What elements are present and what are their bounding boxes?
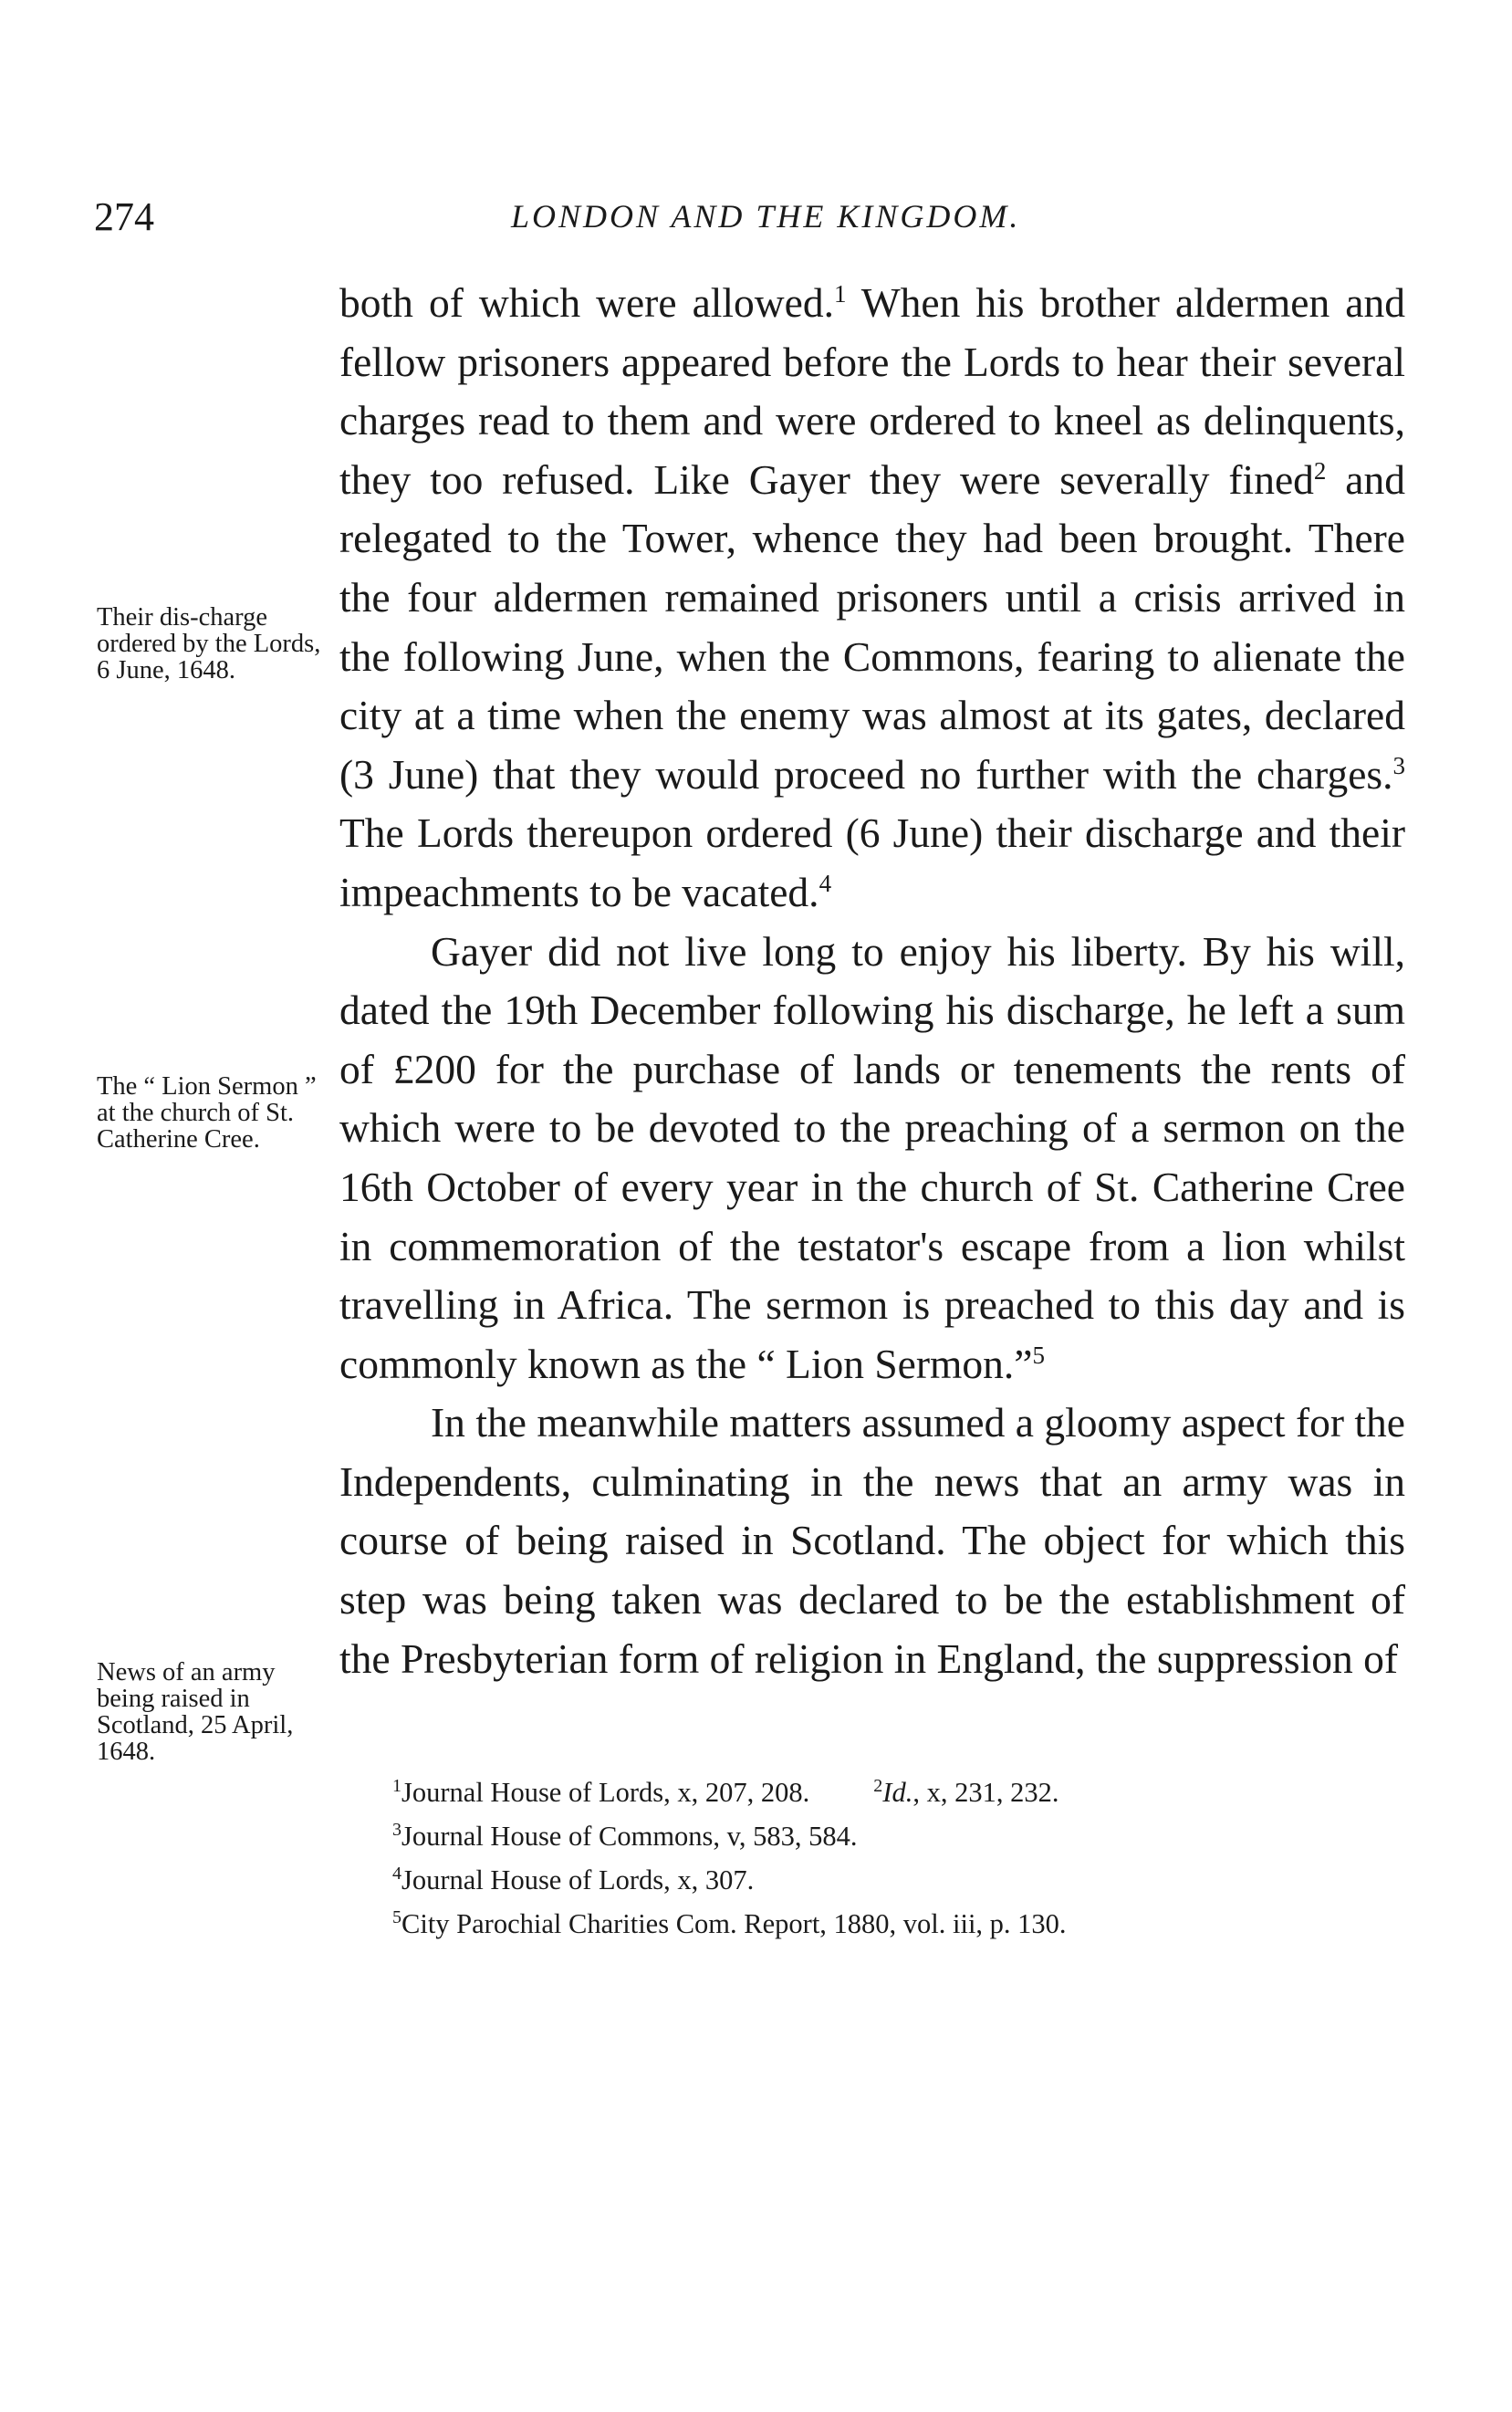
footnote-4-text: Journal House of Lords, x, 307. [401,1864,755,1895]
footnotes [392,1770,1414,1946]
text-segment: and relegated to the Tower, whence they had been brought. There the four aldermen remained prisoners until a crisis arrived in the following June, when the Commons, fearing to alienate the city at a time when the enemy was almost at its gates, declared (3 June) that they would proceed no further with the charges. [339,455,1405,798]
paragraph-allowed [339,274,1405,923]
footnote-mark: 2 [873,1775,883,1796]
body-text [339,274,1405,1688]
footnote-line-4 [392,1858,1414,1902]
footnote-line-1-2 [392,1770,1414,1814]
paragraph-scotland [339,1394,1405,1688]
footnote-mark: 5 [392,1906,401,1927]
text-segment: both of which were allowed. [339,279,834,326]
margin-note-discharge: Their dis-charge ordered by the Lords, 6 June, 1648. [97,603,321,684]
footnote-mark: 1 [392,1775,401,1796]
text-segment: In the meanwhile matters assumed a gloomy aspect for the Independents, culminating in the news that an army was in course of being raised in Scotland. The object for which this step was being taken was declared to be the establishment of the Presbyterian form of religion in England, the suppression of [339,1399,1405,1682]
page-header [0,193,1512,248]
footnote-ref-5: 5 [1032,1341,1045,1369]
page-number: 274 [94,194,154,239]
footnote-ref-2: 2 [1313,456,1327,485]
footnote-3-text: Journal House of Commons, v, 583, 584. [401,1821,858,1852]
footnote-5-text: City Parochial Charities Com. Report, 1880, vol. iii, p. 130. [401,1908,1067,1939]
paragraph-gayer-will [339,923,1405,1394]
footnote-mark: 3 [392,1819,401,1840]
footnote-line-5 [392,1902,1414,1946]
running-title: LONDON AND THE KINGDOM. [511,198,1021,235]
text-segment: The Lords thereupon ordered (6 June) their discharge and their impeachments to be vacated. [339,809,1405,915]
footnote-mark: 4 [392,1863,401,1884]
margin-note-lion-sermon: The “ Lion Sermon ” at the church of St. Catherine Cree. [97,1072,317,1154]
text-segment: When his brother aldermen and fellow prisoners appeared before the Lords to hear their several charges read to them and were ordered to kneel as delinquents, they too refused. Like Gayer they were severally fined [339,279,1405,503]
footnote-ref-4: 4 [819,869,832,897]
text-segment: Gayer did not live long to enjoy his liberty. By his will, dated the 19th December following his discharge, he left a sum of £200 for the purchase of lands or tenements the rents of which were to be devoted to the preaching of a sermon on the 16th October of every year in the church of St. Catherine Cree in commemoration of the testator's escape from a lion whilst travelling in Africa. The sermon is preached to this day and is commonly known as the “ Lion Sermon.” [339,927,1405,1387]
footnote-line-3 [392,1814,1414,1858]
footnote-1-text: Journal House of Lords, x, 207, 208. [401,1777,810,1808]
footnote-2-italic: Id. [882,1777,913,1808]
margin-note-scotland-army: News of an army being raised in Scotland, 25 April, 1648. [97,1658,294,1766]
footnote-2-text: , x, 231, 232. [912,1777,1059,1808]
footnote-ref-1: 1 [833,279,847,308]
footnote-ref-3: 3 [1392,751,1405,779]
